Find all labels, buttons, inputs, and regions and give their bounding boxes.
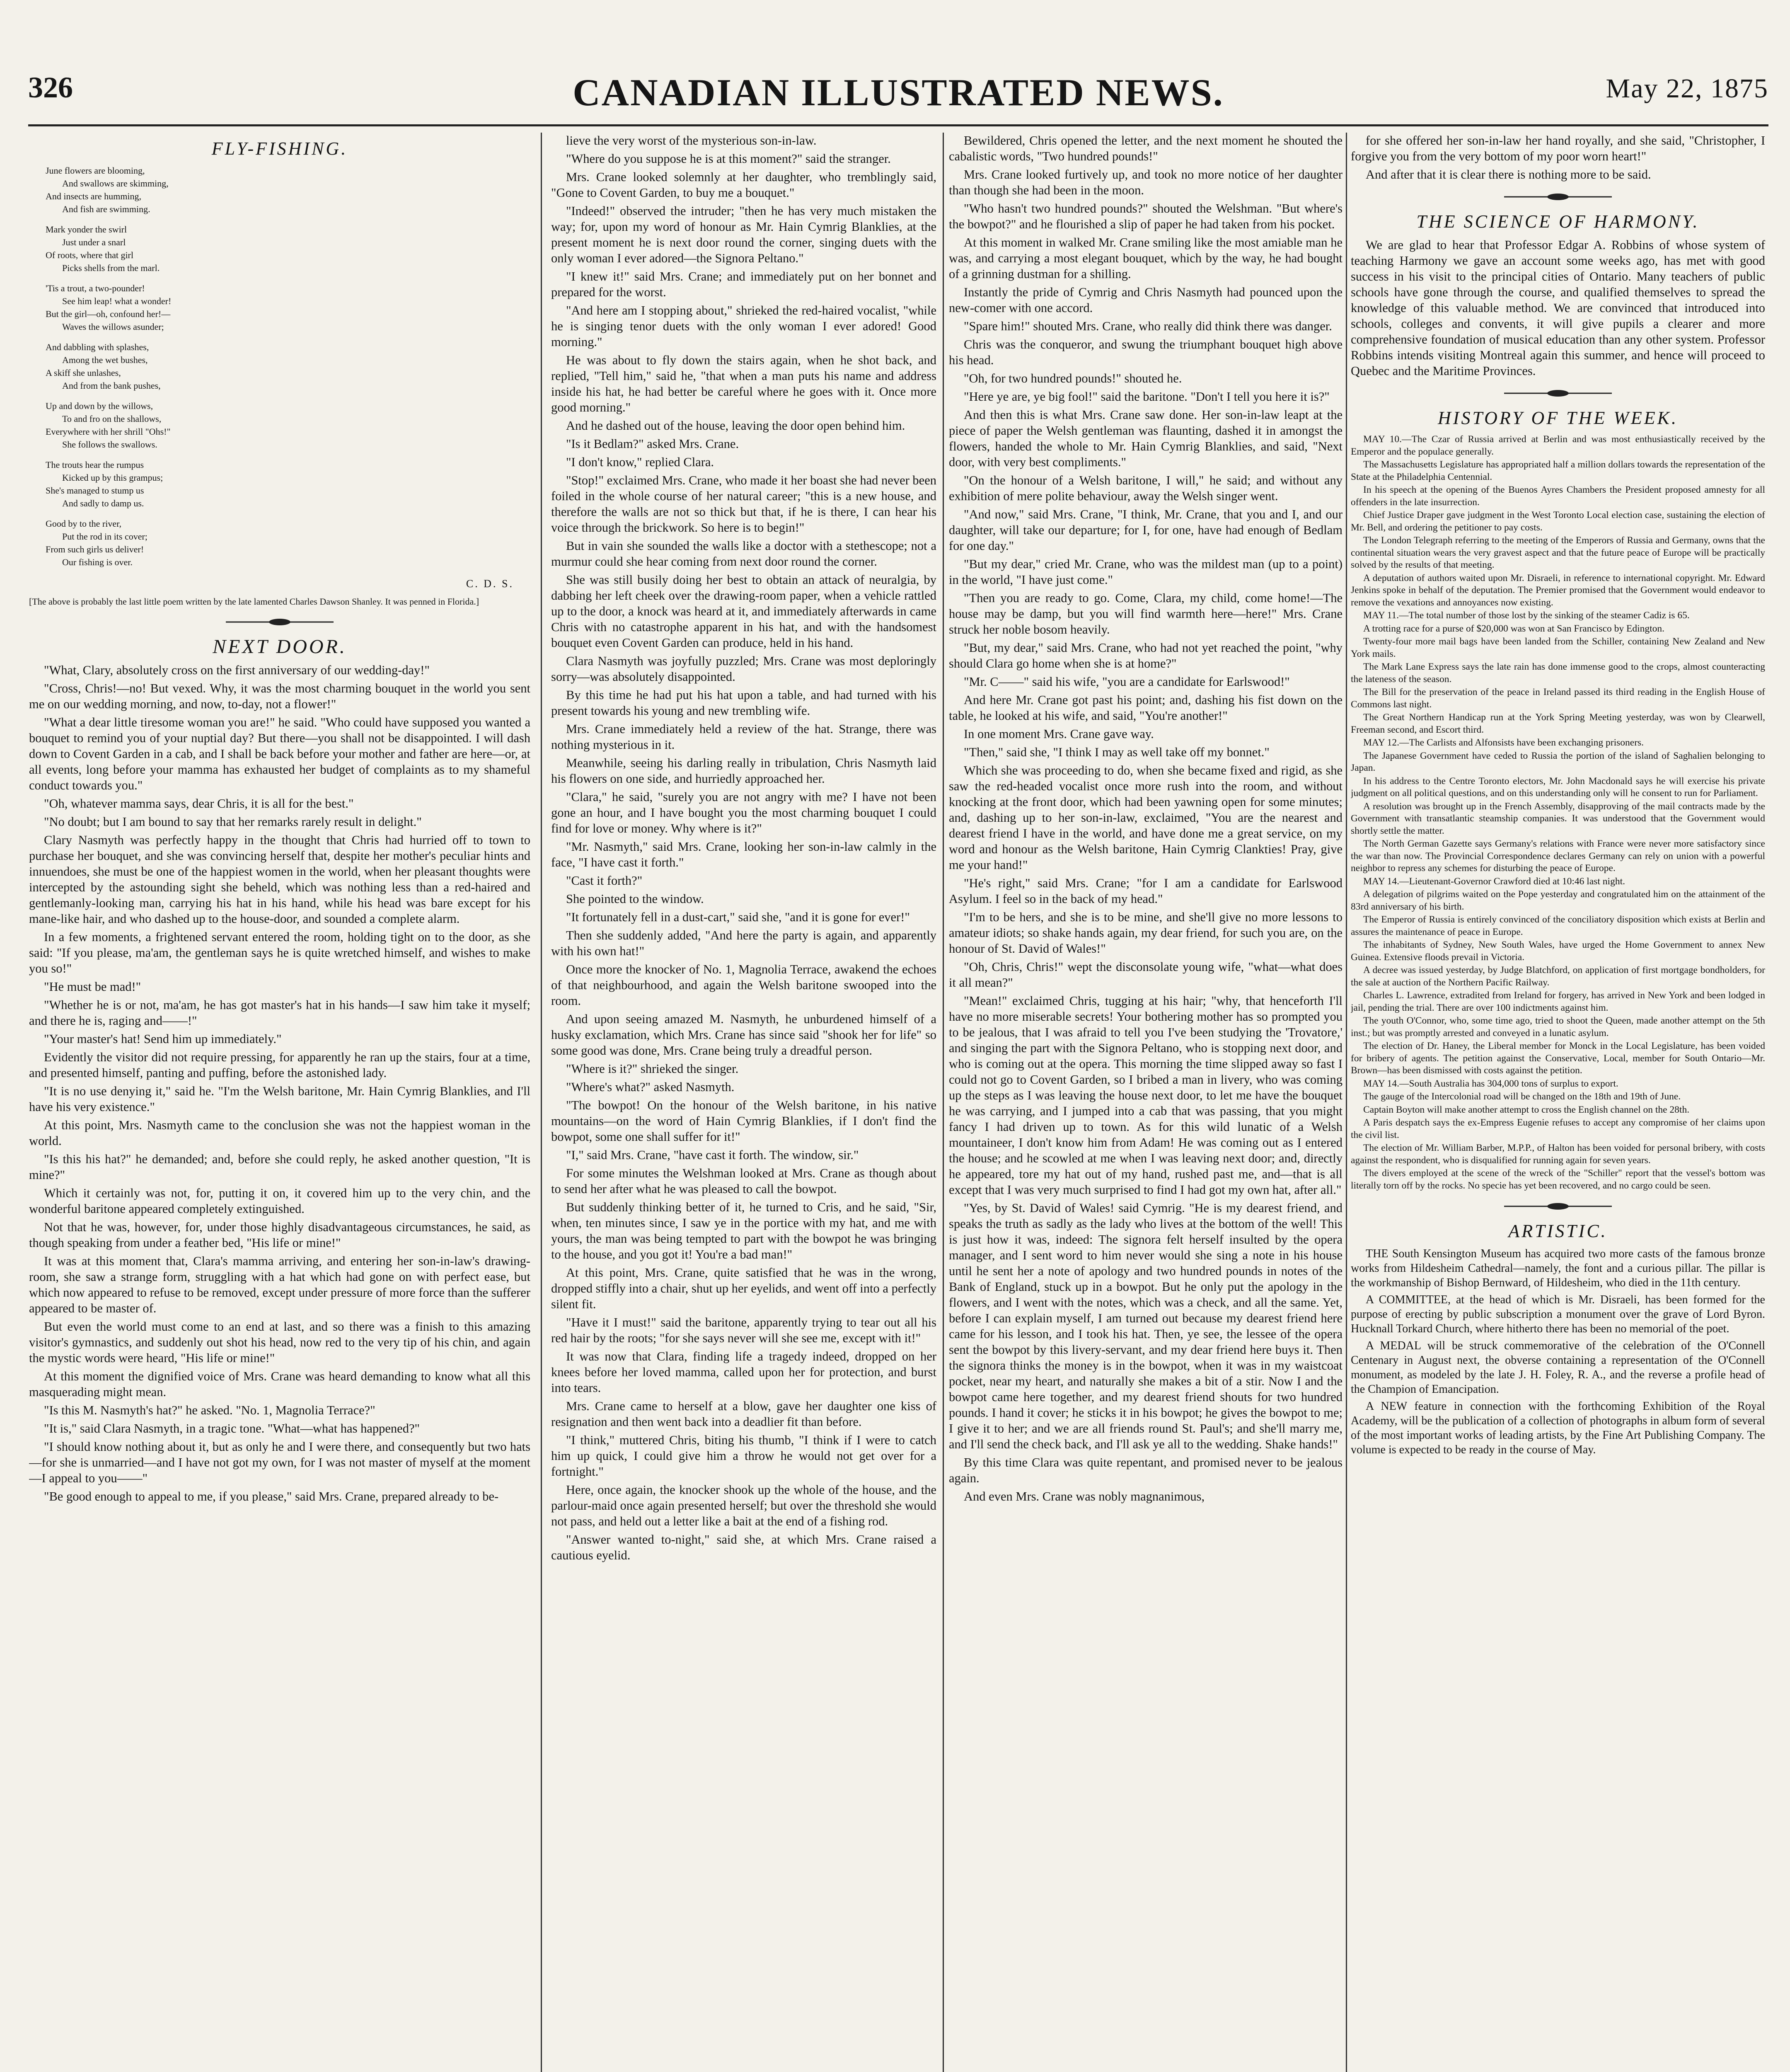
story-paragraph: "Answer wanted to-night," said she, at which Mrs. Crane raised a cautious eyelid. [551, 1532, 936, 1562]
story-paragraph: At this moment the dignified voice of Mrs. Crane was heard demanding to know what all this masquerading might mean. [29, 1369, 530, 1399]
story-paragraph: "Yes, by St. David of Wales! said Cymrig. "He is my dearest friend, and speaks the truth as sadly as the lady who lives at the bottom of the well! This is just how it was, indeed: The signora felt herself insulted by the opera manager, and I sent word to him never would she sing a note in his house until he sent her a note of apology and two hundred pounds in notes of the Bank of England, stuck up in a bowpot. But he only put the apology in the flowers, and I went with the notes, which was a check, and all the same. Yet, before I can explain myself, I am turned out because my dearest friend here came for his lesson, and I took his hat. Then, ye see, the lessee of the opera sent the bowpot by this livery-servant, and my dear friend here buys it. Then the signora thinks the money is in the bowpot, when it was in my waistcoat pocket, near my heart, and naturally she makes a bit of a stir. Now I and the bowpot came here together, and my dearest friend shouts for two hundred pounds. I hand it cover; he sticks it in his bowpot; he gives the bowpot to me; I give it to her; and we are all friends round St. Paul's; and she'll marry me, and I'll send the check back, and I'll ask ye all to the wedding. Shake hands!" [949, 1201, 1342, 1451]
history-item: The election of Mr. William Barber, M.P.P., of Halton has been voided for personal bribery, with costs against the respondent, who is disqualified for running again for seven years. [1351, 1143, 1765, 1166]
story-paragraph: "Is this M. Nasmyth's hat?" he asked. "No. 1, Magnolia Terrace?" [44, 1403, 375, 1417]
poem-line: Everywhere with her shrill "Ohs!" [46, 426, 171, 437]
history-item: Twenty-four more mail bags have been landed from the Schiller, containing New Zealand and New York mails. [1351, 636, 1765, 659]
story-paragraph: "Be good enough to appeal to me, if you please," said Mrs. Crane, prepared already to be- [44, 1489, 499, 1503]
story-paragraph: Clary Nasmyth was perfectly happy in the thought that Chris had hurried off to town to purchase her bouquet, and she was convincing herself that, despite her mother's peculiar hints and innuendoes, she must be one of the happiest women in the world, when her pleasant thoughts were intercepted by the astounding sight she beheld, which was nothing less than a red-haired and gentlemanly-looking man, carrying his hat in his hand, while his head was bare except for his mane-like hair, and who dashed up to the house-door, and sounded a complete alarm. [29, 833, 530, 926]
poem-line: Among the wet bushes, [62, 355, 148, 365]
poem-stanza [46, 458, 530, 510]
history-item: In his speech at the opening of the Buenos Ayres Chambers the President proposed amnesty for all offenders in the late insurrection. [1351, 484, 1765, 508]
story-paragraph: "Is this his hat?" he demanded; and, before she could reply, he asked another question, "It is mine?" [29, 1152, 530, 1182]
story-paragraph: "Where's what?" asked Nasmyth. [566, 1080, 735, 1094]
story-paragraph: Once more the knocker of No. 1, Magnolia Terrace, awakend the echoes of that neighbourhood, and again the Welsh baritone swooped into the room. [551, 962, 936, 1008]
poem-line: And sadly to damp us. [62, 498, 144, 508]
poem-line: And from the bank pushes, [62, 380, 161, 391]
poem-line: She's managed to stump us [46, 485, 144, 496]
story-paragraph: And he dashed out of the house, leaving the door open behind him. [566, 419, 905, 433]
story-paragraph: At this moment in walked Mr. Crane smiling like the most amiable man he was, and carrying a most elegant bouquet, which by the way, he had bought of a grinning dustman for a shilling. [949, 235, 1342, 281]
history-item: A decree was issued yesterday, by Judge Blatchford, on application of first mortgage bondholders, for the sale at auction of the Northern Pacific Railway. [1351, 965, 1765, 988]
story-paragraph: "Here ye are, ye big fool!" said the baritone. "Don't I tell you here it is?" [964, 390, 1330, 404]
story-paragraph: "Cast it forth?" [566, 874, 643, 888]
poem-stanza [46, 517, 530, 569]
artistic-title: ARTISTIC. [1508, 1221, 1608, 1241]
story-paragraph: "Who hasn't two hundred pounds?" shouted the Welshman. "But where's the bowpot?" and he flourished a slip of paper he had taken from his pocket. [949, 201, 1342, 231]
poem-line: Up and down by the willows, [46, 401, 153, 411]
story-paragraph: "Mr. Nasmyth," said Mrs. Crane, looking her son-in-law calmly in the face, "I have cast it forth." [551, 840, 936, 869]
story-ending [1351, 133, 1765, 182]
poem-line: Just under a snarl [62, 237, 126, 247]
story-paragraph: "But my dear," cried Mr. Crane, who was the mildest man (up to a point) in the world, "I have just come." [949, 557, 1342, 587]
history-item: The youth O'Connor, who, some time ago, tried to shoot the Queen, made another attempt on the 5th inst.; but was promptly arrested and conveyed in a lunatic asylum. [1351, 1015, 1765, 1038]
story-paragraph: "Then," said she, "I think I may as well take off my bonnet." [964, 745, 1270, 759]
artistic-item: THE South Kensington Museum has acquired two more casts of the famous bronze works from Hildesheim Cathedral—namely, the font and a curious pillar. The pillar is the workmanship of Bishop Bernward, of Hildesheim, who died in the 11th century. [1351, 1247, 1765, 1289]
story-paragraph: "I'm to be hers, and she is to be mine, and she'll give no more lessons to amateur idiots; so shake hands again, my dear friend, for such you are, on the honour of St. David of Wales!" [949, 910, 1342, 956]
artistic-item: A MEDAL will be struck commemorative of the celebration of the O'Connell Centenary in August next, the obverse containing a representation of the O'Connell monument, as modeled by the late J. H. Foley, R. A., and the reverse a profile head of the Champion of Emancipation. [1351, 1339, 1765, 1396]
poem-line: To and fro on the shallows, [62, 414, 162, 424]
history-item: The Emperor of Russia is entirely convinced of the conciliatory disposition which exists at Berlin and assures the maintenance of peace in Europe. [1351, 914, 1765, 937]
poem-stanza [46, 341, 530, 392]
story-paragraph: By this time Clara was quite repentant, and promised never to be jealous again. [949, 1455, 1342, 1485]
story-paragraph: She was still busily doing her best to obtain an attack of neuralgia, by dabbing her left cheek over the drawing-room paper, when a vehicle rattled up to the door, a knock was heard at it, and immediately afterwards in came Chris with no catastrophe apparent in his hat, and with the handsomest bouquet even Covent Garden can produce, held in his hand. [551, 573, 936, 650]
story-paragraph: "And here am I stopping about," shrieked the red-haired vocalist, "while he is singing tenor duets with the only woman I ever adored! Good morning." [551, 303, 936, 349]
story-paragraph: Evidently the visitor did not require pressing, for apparently he ran up the stairs, four at a time, and presented himself, panting and puffing, before the astonished lady. [29, 1050, 530, 1080]
poem-line: See him leap! what a wonder! [62, 296, 172, 306]
story-paragraph: "The bowpot! On the honour of the Welsh baritone, in his native mountains—on the word of Hain Cymrig Blanklies, if I don't find the bowpot, some one shall suffer for it!" [551, 1098, 936, 1144]
newspaper-title: CANADIAN ILLUSTRATED NEWS. [573, 71, 1224, 114]
story-paragraph: Not that he was, however, for, under those highly disadvantageous circumstances, he said, as though speaking from under a feather bed, "His life or mine!" [29, 1220, 530, 1250]
story-paragraph: Which she was proceeding to do, when she became fixed and rigid, as she saw the red-headed vocalist once more rush into the room, and without knocking at the front door, which had been yawning open for some minutes; and, dashing up to her son-in-law, exclaimed, "You are the nearest and dearest friend I have in the world, and have done me a great service, on my word and honour as the Welsh baritone, Hain Cymrig Clankties! Pray, give me your hand!" [949, 763, 1342, 872]
poem-line: Put the rod in its cover; [62, 531, 148, 542]
story-paragraph: It was at this moment that, Clara's mamma arriving, and entering her son-in-law's drawing-room, she saw a strange form, struggling with a hat which had gone on with perfect ease, but which now appeared to refuse to be removed, except under pressure of more force than the sufferer appeared to be master of. [29, 1254, 530, 1315]
story-paragraph: Instantly the pride of Cymrig and Chris Nasmyth had pounced upon the new-comer with one accord. [949, 285, 1342, 315]
column-divider [1346, 133, 1347, 2072]
story-paragraph: He was about to fly down the stairs again, when he shot back, and replied, "Tell him," said he, "that when a man puts his name and address inside his hat, he had better be careful where he goes with it. Once more good morning." [551, 353, 936, 414]
story-paragraph: But in vain she sounded the walls like a doctor with a stethescope; not a murmur could she hear coming from next door round the corner. [551, 539, 936, 569]
story-paragraph: "I should know nothing about it, but as only he and I were there, and consequently but two hats—for she is unmarried—and I have not got my own, for I was not master of myself at the moment—I appeal to you——" [29, 1440, 530, 1485]
story-paragraph: "Then you are ready to go. Come, Clara, my child, come home!—The house may be damp, but you will find warmth here—here!" Mrs. Crane struck her noble bosom heavily. [949, 591, 1342, 637]
section-separator [1351, 189, 1765, 205]
story-paragraph: "What a dear little tiresome woman you are!" he said. "Who could have supposed you wanted a bouquet to remind you of your nuptial day? But there—you shall not be disappointed. I will dash down to Covent Garden in a cab, and I shall be back before your mother and father are here—or, at all events, long before your mamma has exhausted her budget of complaints as to my shameful conduct towards you." [29, 715, 530, 792]
history-item: A delegation of pilgrims waited on the Pope yesterday and congratulated him on the attainment of the 83rd anniversary of his birth. [1351, 889, 1765, 912]
history-item: The gauge of the Intercolonial road will be changed on the 18th and 19th of June. [1363, 1091, 1681, 1102]
story-paragraph: But suddenly thinking better of it, he turned to Cris, and he said, "Sir, when, ten minutes since, I saw ye in the portice with my hat, and me with yours, the man was being tempted to part with the bowpot he was bringing to the house, and you got it! You're a bad man!" [551, 1200, 936, 1261]
section-separator [1351, 385, 1765, 401]
history-item: The North German Gazette says Germany's relations with France were never more satisfactory since the war than now. The Provincial Correspondence declares Germany can rely on union with a powerful neighbor to repress any schemes for disturbing the peace of Europe. [1351, 838, 1765, 874]
story-paragraph: for she offered her son-in-law her hand royally, and she said, "Christopher, I forgive you from the very bottom of my poor worn heart!" [1351, 133, 1765, 163]
story-paragraph: At this point, Mrs. Crane, quite satisfied that he was in the wrong, dropped stiffly into a chair, shut up her eyelids, and went off into a perfectly silent fit. [551, 1266, 936, 1311]
poem-line: Our fishing is over. [62, 557, 133, 567]
column-1 [29, 133, 530, 2072]
story-paragraph: It was now that Clara, finding life a tragedy indeed, dropped on her knees before her loved mamma, called upon her for protection, and burst into tears. [551, 1349, 936, 1395]
story-paragraph: "Is it Bedlam?" asked Mrs. Crane. [566, 437, 739, 451]
story-paragraph: Meanwhile, seeing his darling really in tribulation, Chris Nasmyth laid his flowers on one side, and hurriedly approached her. [551, 756, 936, 786]
column-3 [949, 133, 1342, 2072]
poem-signature: C. D. S. [466, 578, 514, 590]
section-separator [29, 614, 530, 630]
history-item: MAY 12.—The Carlists and Alfonsists have been exchanging prisoners. [1363, 737, 1644, 748]
history-item: A trotting race for a purse of $20,000 was won at San Francisco by Edington. [1363, 623, 1665, 634]
history-item: The Bill for the preservation of the peace in Ireland passed its third reading in the English House of Commons last night. [1351, 687, 1765, 710]
poem-line: And fish are swimming. [62, 204, 150, 214]
story-title: NEXT DOOR. [213, 636, 347, 658]
story-paragraph: Mrs. Crane looked furtively up, and took no more notice of her daughter than though she had been in the moon. [949, 167, 1342, 197]
story-paragraph: "Where is it?" shrieked the singer. [566, 1062, 739, 1076]
story-paragraph: "I knew it!" said Mrs. Crane; and immediately put on her bonnet and prepared for the worst. [551, 269, 936, 299]
poem-line: But the girl—oh, confound her!— [46, 309, 171, 319]
history-item: The election of Dr. Haney, the Liberal member for Monck in the Local Legislature, has been voided for bribery of agents. The petition against the Conservative, Local, member for South Ontario—Mr. Brown—has been dismissed with costs against the petition. [1351, 1041, 1765, 1076]
masthead-rule [28, 124, 1768, 126]
poem-line: Of roots, where that girl [46, 250, 133, 260]
history-of-the-week [1351, 433, 1765, 1192]
poem-stanza [46, 399, 530, 451]
story-paragraph: Mrs. Crane looked solemnly at her daughter, who tremblingly said, "Gone to Covent Garden, to buy me a bouquet." [551, 170, 936, 200]
history-item: A resolution was brought up in the French Assembly, disapproving of the mail contracts made by the Government with transatlantic steamship companies. It was understood that the Government would shortly settle the matter. [1351, 801, 1765, 836]
page-number: 326 [28, 71, 73, 104]
story-paragraph: She pointed to the window. [566, 892, 704, 906]
history-item: The Mark Lane Express says the late rain has done immense good to the crops, almost counteracting the lateness of the season. [1351, 661, 1765, 685]
poem-line: Waves the willows asunder; [62, 322, 164, 332]
story-paragraph: But even the world must come to an end at last, and so there was a finish to this amazing visitor's gymnastics, and suddenly out shot his head, now red to the very tip of his chin, and again the mystic words were heard, "His life or mine!" [29, 1319, 530, 1365]
story-paragraph: For some minutes the Welshman looked at Mrs. Crane as though about to send her after what he was pleased to call the bowpot. [551, 1166, 936, 1196]
story-paragraph: "I think," muttered Chris, biting his thumb, "I think if I were to catch him up quick, I could give him a throw he would not get over for a fortnight." [551, 1433, 936, 1479]
history-title: HISTORY OF THE WEEK. [1438, 408, 1678, 428]
story-paragraph: Clara Nasmyth was joyfully puzzled; Mrs. Crane was most deploringly sorry—was absolutely disappointed. [551, 654, 936, 684]
column-divider [541, 133, 542, 2072]
story-paragraph: "Oh, Chris, Chris!" wept the disconsolate young wife, "what—what does it all mean?" [949, 960, 1342, 990]
poem-line: The trouts hear the rumpus [46, 460, 144, 470]
story-paragraph: "Your master's hat! Send him up immediately." [44, 1032, 282, 1046]
story-paragraph: Which it certainly was not, for, putting it on, it covered him up to the very chin, and the wonderful baritone appeared completely extinguished. [29, 1186, 530, 1216]
story-paragraph: "But, my dear," said Mrs. Crane, who had not yet reached the point, "why should Clara go home when she is at home?" [949, 641, 1342, 670]
history-item: Chief Justice Draper gave judgment in the West Toronto Local election case, sustaining the election of Mr. Bell, and ordering the petitioner to pay costs. [1351, 510, 1765, 533]
history-item: Captain Boyton will make another attempt to cross the English channel on the 28th. [1363, 1104, 1690, 1115]
story-paragraph: "I," said Mrs. Crane, "have cast it forth. The window, sir." [566, 1148, 859, 1162]
story-paragraph: "Clara," he said, "surely you are not angry with me? I have not been gone an hour, and I have bought you the most charming bouquet I could find for love or money. Why where is it?" [551, 790, 936, 835]
story-paragraph: "What, Clary, absolutely cross on the first anniversary of our wedding-day!" [44, 663, 430, 677]
story-paragraph: Here, once again, the knocker shook up the whole of the house, and the parlour-maid once again presented herself; but over the threshold she would not pass, and held out a letter like a bait at the end of a fishing rod. [551, 1483, 936, 1528]
story-paragraph: "He's right," said Mrs. Crane; "for I am a candidate for Earlswood Asylum. I feel so in the back of my head." [949, 876, 1342, 906]
story-text-continued [551, 133, 936, 1563]
column-4 [1351, 133, 1765, 2072]
poem-line: A skiff she unlashes, [46, 368, 121, 378]
history-item: The divers employed at the scene of the wreck of the "Schiller" report that the vessel's bottom was literally torn off by the rocks. No specie has yet been recovered, and no cargo could be seen. [1351, 1168, 1765, 1191]
poem-stanza [46, 282, 530, 333]
editor-note: [The above is probably the last little poem written by the late lamented Charles Dawson Shanley. It was penned in Florida.] [29, 596, 479, 607]
story-paragraph: "It fortunately fell in a dust-cart," said she, "and it is gone for ever!" [566, 910, 910, 924]
story-paragraph: By this time he had put his hat upon a table, and had turned with his present towards his young and new trembling wife. [551, 688, 936, 718]
story-paragraph: "It is," said Clara Nasmyth, in a tragic tone. "What—what has happened?" [44, 1421, 420, 1435]
story-paragraph: And even Mrs. Crane was nobly magnanimous, [964, 1489, 1205, 1503]
story-text [29, 662, 530, 1504]
story-text-continued [949, 133, 1342, 1504]
artistic-item: A NEW feature in connection with the forthcoming Exhibition of the Royal Academy, will be the publication of a collection of photographs in album form of several of the most important works of leading artists, by the Fine Art Publishing Company. The volume is expected to be ready in the course of May. [1351, 1400, 1765, 1456]
story-paragraph: "Where do you suppose he is at this moment?" said the stranger. [566, 152, 891, 166]
story-paragraph: "Mean!" exclaimed Chris, tugging at his hair; "why, that henceforth I'll have no more miserable secrets! Your bothering mother has so prompted you to be jealous, that I was afraid to tell you I've been studying the 'Trovatore,' and singing the part with the Signora Peltano, who is stopping next door, and who is coming out at the opera. This morning the time slipped away so fast I could not go to Covent Garden, so I bribed a man in livery, who was coming up the steps as I was leaving the house next door, to let me have the bouquet he was carrying, and I jumped into a cab that was passing, that you might fancy I had driven up to town. As for this wild lunatic of a Welsh mountaineer, I don't know him from Adam! He was coming out as I entered the house; and he scowled at me when I was leaving next door; and, directly he appeared, tore my hat out of my hand, rushed past me, and—that is all except that I was very much surprised to find I had got my own hat, after all." [949, 994, 1342, 1197]
history-item: The Great Northern Handicap run at the York Spring Meeting yesterday, was won by Clearwell, Freeman second, and Escort third. [1351, 712, 1765, 735]
poem-line: And insects are humming, [46, 191, 141, 201]
poem-line: Kicked up by this grampus; [62, 472, 163, 483]
history-item: MAY 10.—The Czar of Russia arrived at Berlin and was most enthusiastically received by the Emperor and the populace generally. [1351, 434, 1765, 457]
harmony-title: THE SCIENCE OF HARMONY. [1416, 211, 1700, 232]
story-paragraph: "I don't know," replied Clara. [566, 455, 714, 469]
story-paragraph: "Stop!" exclaimed Mrs. Crane, who made it her boast she had never been foiled in the whole course of her natural career; "this is a new house, and therefore the walls are not so thick but that, if he is there, I can hear his voice through the brickwork. So here is to begin!" [551, 473, 936, 535]
story-paragraph: At this point, Mrs. Nasmyth came to the conclusion she was not the happiest woman in the world. [29, 1118, 530, 1148]
poem-line: And dabbling with splashes, [46, 342, 149, 352]
story-paragraph: Then she suddenly added, "And here the party is again, and apparently with his own hat!" [551, 928, 936, 958]
story-paragraph: And then this is what Mrs. Crane saw done. Her son-in-law leapt at the piece of paper the Welsh gentleman was flaunting, dashed it in amongst the flowers, handed the whole to Mr. Hain Cymrig Blanklies, and said, "Next door, with very best compliments." [949, 408, 1342, 469]
story-paragraph: "It is no use denying it," said he. "I'm the Welsh baritone, Mr. Hain Cymrig Blanklies, and I'll have his very existence." [29, 1084, 530, 1114]
poem-line: Picks shells from the marl. [62, 263, 160, 273]
poem-line: June flowers are blooming, [46, 165, 145, 176]
story-paragraph: "Indeed!" observed the intruder; "then he has very much mistaken the way; for, upon my word of honour as Mr. Hain Cymrig Blanklies, at the present moment he is next door round the corner, singing duets with the only woman I ever adored—the Signora Peltano." [551, 204, 936, 265]
poem-stanza [46, 164, 530, 215]
masthead [28, 62, 1768, 124]
poem-line: 'Tis a trout, a two-pounder! [46, 283, 145, 293]
story-paragraph: "Mr. C——" said his wife, "you are a candidate for Earlswood!" [964, 675, 1290, 689]
story-paragraph: And after that it is clear there is nothing more to be said. [1366, 167, 1651, 182]
story-paragraph: In one moment Mrs. Crane gave way. [964, 727, 1154, 741]
history-item: MAY 14.—South Australia has 304,000 tons of surplus to export. [1363, 1078, 1618, 1089]
artistic-section [1351, 1247, 1765, 1457]
story-paragraph: Bewildered, Chris opened the letter, and the next moment he shouted the cabalistic words, "Two hundred pounds!" [949, 133, 1342, 163]
poem-line: She follows the swallows. [62, 439, 157, 450]
story-paragraph: "He must be mad!" [44, 980, 141, 994]
poem-title: FLY-FISHING. [211, 138, 348, 159]
harmony-text: We are glad to hear that Professor Edgar A. Robbins of whose system of teaching Harmony we gave an account some weeks ago, has met with good success in his visit to the principal cities of Ontario. Many teachers of public schools have gone through the course, and qualified themselves to spread the knowledge of this valuable method. We are convinced that introduced into schools, colleges and convents, it will give pupils a clearer and more comprehensive foundation of musical education than any other system. Professor Robbins intends visiting Montreal again this summer, and hence will proceed to Quebec and the Maritime Provinces. [1351, 238, 1765, 378]
column-2 [551, 133, 936, 2072]
poem-stanza [46, 223, 530, 274]
history-item: A deputation of authors waited upon Mr. Disraeli, in reference to international copyright. Mr. Edward Jenkins spoke in behalf of the deputation. The Premier promised that the Government would endeavor to remove the vexations and annoyances now existing. [1351, 572, 1765, 608]
poem-body [46, 164, 530, 569]
story-paragraph: And here Mr. Crane got past his point; and, dashing his fist down on the table, he looked at his wife, and said, "You're another!" [949, 693, 1342, 723]
story-paragraph: Mrs. Crane immediately held a review of the hat. Strange, there was nothing mysterious in it. [551, 722, 936, 752]
story-paragraph: "On the honour of a Welsh baritone, I will," he said; and without any exhibition of mere polite behaviour, away the Welsh singer went. [949, 473, 1342, 503]
story-paragraph: "Have it I must!" said the baritone, apparently trying to tear out all his red hair by the roots; "for she says never will she see me, except with it!" [551, 1315, 936, 1345]
poem-line: Mark yonder the swirl [46, 224, 127, 235]
history-item: The Massachusetts Legislature has appropriated half a million dollars towards the representation of the State at the Philadelphia Centennial. [1351, 459, 1765, 482]
story-paragraph: "And now," said Mrs. Crane, "I think, Mr. Crane, that you and I, and our daughter, will take our departure; for I, for one, have had enough of Bedlam for one day." [949, 507, 1342, 553]
story-paragraph: "Cross, Chris!—no! But vexed. Why, it was the most charming bouquet in the world you sent me on our wedding morning, and now, to-day, not a flower!" [29, 681, 530, 711]
story-paragraph: "Oh, whatever mamma says, dear Chris, it is all for the best." [44, 796, 354, 811]
story-paragraph: "Whether he is or not, ma'am, he has got master's hat in his hands—I saw him take it myself; and there he is, raging and——!" [29, 998, 530, 1028]
history-item: MAY 14.—Lieutenant-Governor Crawford died at 10:46 last night. [1363, 876, 1625, 887]
history-item: A Paris despatch says the ex-Empress Eugenie refuses to accept any compromise of her claims upon the civil list. [1351, 1117, 1765, 1140]
history-item: The inhabitants of Sydney, New South Wales, have urged the Home Government to annex New Guinea. Extensive floods prevail in Victoria. [1351, 939, 1765, 963]
poem-line: Good by to the river, [46, 518, 122, 529]
poem-line: And swallows are skimming, [62, 178, 169, 189]
story-paragraph: And upon seeing amazed M. Nasmyth, he unburdened himself of a husky exclamation, which Mrs. Crane has since said "shook her for life" so some good was done, Mrs. Crane being truly a dreadful person. [551, 1012, 936, 1058]
poem-line: From such girls us deliver! [46, 544, 144, 554]
column-divider [943, 133, 944, 2072]
history-item: The Japanese Government have ceded to Russia the portion of the island of Saghalien belonging to Japan. [1351, 750, 1765, 773]
artistic-item: A COMMITTEE, at the head of which is Mr. Disraeli, has been formed for the purpose of erecting by public subscription a monument over the grave of Lord Byron. Hucknall Torkard Church, where hitherto there has been no memorial of the poet. [1351, 1293, 1765, 1335]
story-paragraph: "No doubt; but I am bound to say that her remarks rarely result in delight." [44, 815, 422, 829]
story-paragraph: Chris was the conqueror, and swung the triumphant bouquet high above his head. [949, 337, 1342, 367]
history-item: Charles L. Lawrence, extradited from Ireland for forgery, has arrived in New York and been lodged in jail, pending the trial. There are over 100 indictments against him. [1351, 990, 1765, 1013]
history-item: The London Telegraph referring to the meeting of the Emperors of Russia and Germany, owns that the continental situation wears the very gravest aspect and that the future peace of Europe will be practically solved by the results of that meeting. [1351, 535, 1765, 570]
history-item: In his address to the Centre Toronto electors, Mr. John Macdonald says he will exercise his private judgment on all political questions, and on this understanding only will he consent to run for Parliament. [1351, 775, 1765, 799]
story-paragraph: In a few moments, a frightened servant entered the room, holding tight on to the door, as she said: "If you please, ma'am, the gentleman says he is quite wretched himself, and wishes to make you so!" [29, 930, 530, 975]
story-paragraph: "Oh, for two hundred pounds!" shouted he. [964, 371, 1182, 385]
section-separator [1351, 1198, 1765, 1214]
story-paragraph: lieve the very worst of the mysterious son-in-law. [566, 133, 817, 148]
story-paragraph: "Spare him!" shouted Mrs. Crane, who really did think there was danger. [964, 319, 1332, 333]
issue-date: May 22, 1875 [1606, 73, 1768, 104]
history-item: MAY 11.—The total number of those lost by the sinking of the steamer Cadiz is 65. [1363, 610, 1690, 621]
story-paragraph: Mrs. Crane came to herself at a blow, gave her daughter one kiss of resignation and then went back into a deadlier fit than before. [551, 1399, 936, 1429]
